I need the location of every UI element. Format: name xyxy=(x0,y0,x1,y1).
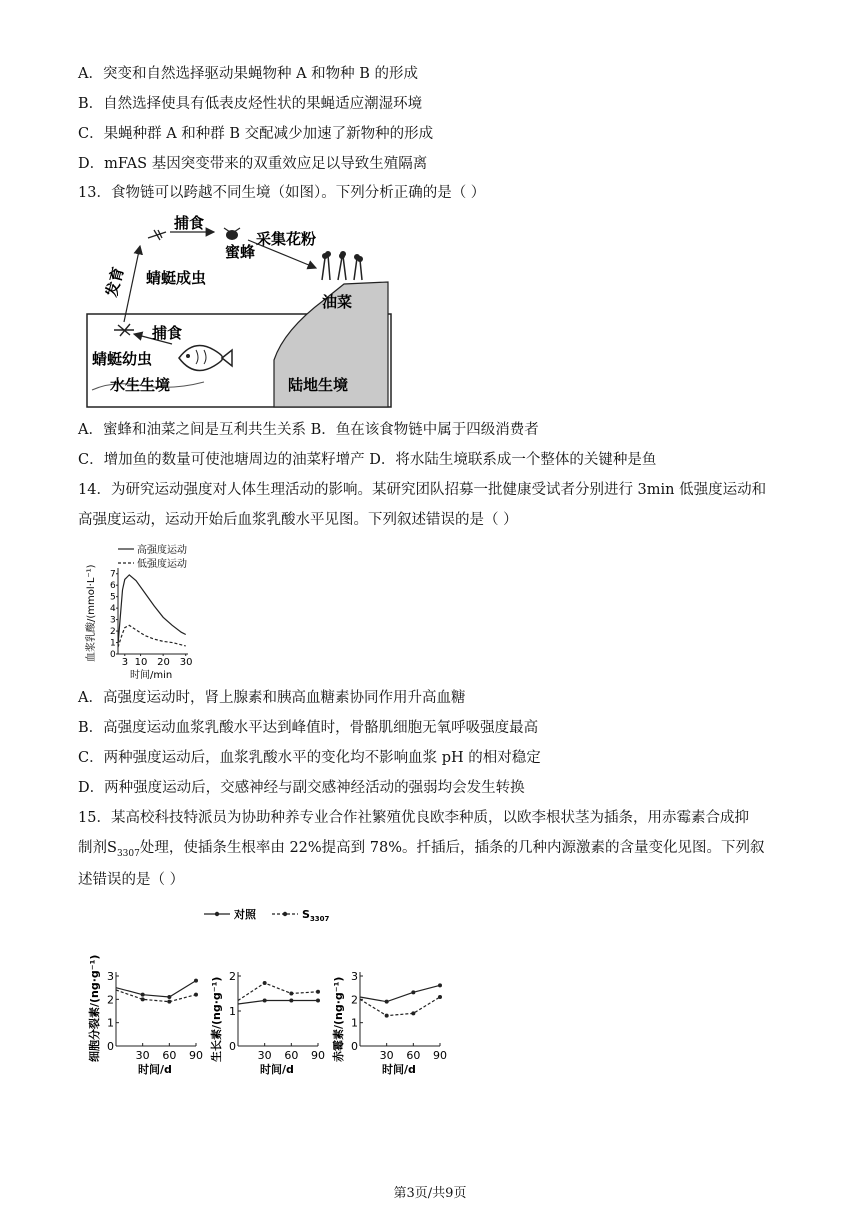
legend-control: 对照 xyxy=(234,908,256,921)
lactate-xlabel: 时间/min xyxy=(130,670,173,681)
q15-stem-line2 xyxy=(78,838,765,864)
auxin-point-s3307 xyxy=(263,981,267,985)
q15-stem2-a: 制剂S xyxy=(78,840,117,856)
q14-stem-line1: 14．为研究运动强度对人体生理活动的影响。某研究团队招募一批健康受试者分别进行 3min 低强度运动和 xyxy=(78,482,767,498)
q13-options-cd: C．增加鱼的数量可使池塘周边的油菜籽增产 D．将水陆生境联系成一个整体的关键种是鱼 xyxy=(78,452,657,468)
cytokinin-x-tick-label: 60 xyxy=(162,1049,177,1062)
label-larva: 蜻蜓幼虫 xyxy=(92,350,153,368)
q12-option-c: C．果蝇种群 A 和种群 B 交配减少加速了新物种的形成 xyxy=(78,126,434,142)
gibberellin-y-tick-label: 3 xyxy=(351,970,358,983)
legend-marker-s3307 xyxy=(283,912,287,916)
lactate-x-tick-label: 30 xyxy=(179,657,193,668)
gibberellin-x-tick-label: 90 xyxy=(433,1049,447,1062)
cytokinin-point-control xyxy=(141,993,145,997)
legend-high: 高强度运动 xyxy=(137,545,187,556)
auxin-xlabel: 时间/d xyxy=(260,1063,294,1076)
auxin-x-tick-label: 60 xyxy=(284,1049,299,1062)
lactate-y-tick-label: 3 xyxy=(110,615,116,626)
q14-option-a: A．高强度运动时，肾上腺素和胰高血糖素协同作用升高血糖 xyxy=(78,690,466,706)
q12-option-d: D．mFAS 基因突变带来的双重效应足以导致生殖隔离 xyxy=(78,156,428,172)
auxin-y-tick-label: 0 xyxy=(229,1040,236,1053)
cytokinin-y-tick-label: 0 xyxy=(107,1040,114,1053)
auxin-point-control xyxy=(263,999,267,1003)
label-land: 陆地生境 xyxy=(288,376,349,394)
lactate-x-tick-label: 3 xyxy=(121,657,129,668)
gibberellin-y-tick-label: 0 xyxy=(351,1040,358,1053)
auxin-ylabel: 生长素/(ng·g⁻¹) xyxy=(210,976,223,1062)
q13-options-ab: A．蜜蜂和油菜之间是互利共生关系 B．鱼在该食物链中属于四级消费者 xyxy=(78,422,539,438)
lactate-ylabel: 血浆乳酸/(mmol·L⁻¹) xyxy=(86,564,97,662)
auxin-series-control xyxy=(238,1001,318,1005)
gibberellin-point-control xyxy=(385,1000,389,1004)
auxin-x-tick-label: 30 xyxy=(257,1049,272,1062)
lactate-y-tick-label: 2 xyxy=(110,627,116,638)
gibberellin-point-s3307 xyxy=(438,995,442,999)
label-bee: 蜜蜂 xyxy=(225,243,256,261)
gibberellin-point-s3307 xyxy=(385,1014,389,1018)
cytokinin-ylabel: 细胞分裂素/(ng·g⁻¹) xyxy=(88,954,101,1062)
lactate-y-tick-label: 7 xyxy=(110,569,116,580)
cytokinin-xlabel: 时间/d xyxy=(138,1063,172,1076)
legend-marker-control xyxy=(215,912,219,916)
q14-option-d: D．两种强度运动后，交感神经与副交感神经活动的强弱均会发生转换 xyxy=(78,780,525,796)
cytokinin-x-tick-label: 90 xyxy=(189,1049,203,1062)
q15-stem2-b: 处理，使插条生根率由 22%提高到 78%。扦插后，插条的几种内源激素的含量变化见图。下列叙 xyxy=(139,840,765,856)
gibberellin-point-control xyxy=(411,990,415,994)
q12-option-b: B．自然选择使具有低表皮烃性状的果蝇适应潮湿环境 xyxy=(78,96,423,112)
lactate-y-tick-label: 0 xyxy=(110,650,116,660)
gibberellin-y-tick-label: 2 xyxy=(351,993,358,1007)
cytokinin-point-control xyxy=(167,995,171,999)
cytokinin-y-tick-label: 2 xyxy=(107,993,114,1007)
gibberellin-series-control xyxy=(360,985,440,1001)
cytokinin-point-s3307 xyxy=(141,997,145,1001)
auxin-series-s3307 xyxy=(238,983,318,1001)
gibberellin-y-tick-label: 1 xyxy=(351,1016,358,1030)
food-chain-figure xyxy=(84,210,396,410)
rape-plants-icon xyxy=(322,251,363,280)
label-adult: 蜻蜓成虫 xyxy=(146,269,207,287)
gibberellin-point-s3307 xyxy=(411,1011,415,1015)
cytokinin-x-tick-label: 30 xyxy=(135,1049,150,1062)
q14-option-c: C．两种强度运动后，血浆乳酸水平的变化均不影响血浆 pH 的相对稳定 xyxy=(78,750,541,766)
series-high-intensity xyxy=(118,575,186,645)
bee-icon xyxy=(224,228,240,240)
q14-stem-line2: 高强度运动，运动开始后血浆乳酸水平见图。下列叙述错误的是（ ） xyxy=(78,512,518,528)
label-develop: 发育 xyxy=(102,265,128,299)
auxin-y-tick-label: 2 xyxy=(229,970,236,983)
label-prey-bottom: 捕食 xyxy=(152,324,183,342)
lactate-chart xyxy=(84,538,200,682)
label-prey-top: 捕食 xyxy=(174,214,205,232)
q13-stem: 13．食物链可以跨越不同生境（如图）。下列分析正确的是（ ） xyxy=(78,185,486,201)
q15-stem2-sub: 3307 xyxy=(116,848,140,859)
q15-stem-line3: 述错误的是（ ） xyxy=(78,872,185,888)
auxin-point-s3307 xyxy=(316,990,320,994)
cytokinin-y-tick-label: 1 xyxy=(107,1016,114,1030)
auxin-x-tick-label: 90 xyxy=(311,1049,325,1062)
cytokinin-point-control xyxy=(194,979,198,983)
gibberellin-series-s3307 xyxy=(360,997,440,1016)
gibberellin-point-control xyxy=(438,983,442,987)
lactate-x-tick-label: 20 xyxy=(157,657,170,668)
cytokinin-y-tick-label: 3 xyxy=(107,970,114,983)
q12-option-a: A．突变和自然选择驱动果蝇物种 A 和物种 B 的形成 xyxy=(78,66,419,82)
gibberellin-ylabel: 赤霉素/(ng·g⁻¹) xyxy=(332,976,345,1062)
lactate-y-tick-label: 5 xyxy=(110,592,116,603)
q15-stem-line1: 15．某高校科技特派员为协助种养专业合作社繁殖优良欧李种质，以欧李根状茎为插条，用赤霉素合成抑 xyxy=(78,810,749,826)
label-rape: 油菜 xyxy=(322,293,353,311)
gibberellin-x-tick-label: 60 xyxy=(406,1049,421,1062)
label-collect: 采集花粉 xyxy=(256,230,317,248)
lactate-y-tick-label: 4 xyxy=(110,604,116,615)
dragonfly-adult-icon xyxy=(148,230,166,240)
q14-option-b: B．高强度运动血浆乳酸水平达到峰值时，骨骼肌细胞无氧呼吸强度最高 xyxy=(78,720,539,736)
auxin-point-control xyxy=(289,999,293,1003)
auxin-point-s3307 xyxy=(289,992,293,996)
legend-low: 低强度运动 xyxy=(137,559,187,570)
auxin-point-control xyxy=(316,999,320,1003)
lactate-y-tick-label: 6 xyxy=(110,581,116,592)
lactate-y-tick-label: 1 xyxy=(110,638,116,649)
arrow-develop xyxy=(124,246,140,322)
label-water: 水生生境 xyxy=(110,376,171,394)
gibberellin-xlabel: 时间/d xyxy=(382,1063,416,1076)
gibberellin-x-tick-label: 30 xyxy=(379,1049,394,1062)
cytokinin-point-s3307 xyxy=(194,993,198,997)
hormone-charts xyxy=(84,898,464,1078)
legend-s3307: $S_{3307}$ xyxy=(302,908,330,923)
cytokinin-point-s3307 xyxy=(167,1000,171,1004)
auxin-y-tick-label: 1 xyxy=(229,1005,236,1018)
lactate-x-tick-label: 10 xyxy=(134,657,148,668)
page-footer: 第3页/共9页 xyxy=(393,1186,467,1201)
